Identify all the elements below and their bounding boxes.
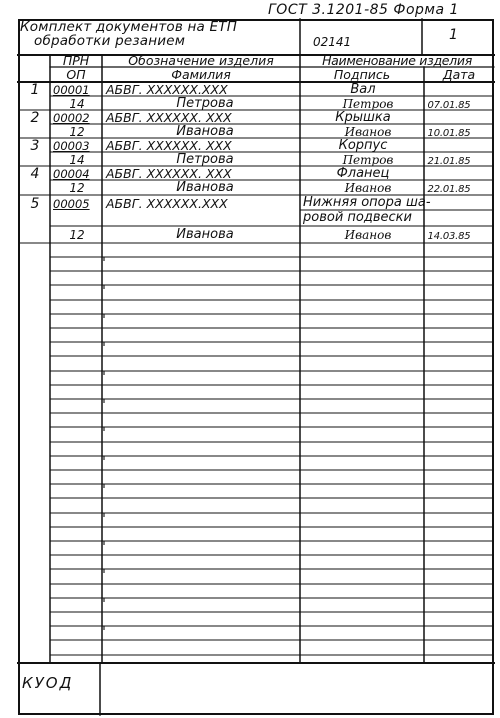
- entry-prn: 12: [69, 125, 85, 139]
- column-signature: Подпись: [333, 67, 391, 82]
- entry-number: 4: [30, 166, 40, 182]
- column-op: ОП: [66, 67, 86, 82]
- entry-designation: АБВГ. XXXXXX.XXX: [106, 82, 228, 97]
- entry-code: 00004: [53, 167, 90, 181]
- entry-name-continued: ровой подвески: [303, 210, 412, 225]
- entry-prn: 12: [69, 181, 85, 195]
- entry-code: 00003: [53, 139, 90, 153]
- column-date: Дата: [442, 67, 476, 82]
- document-code: 02141: [313, 35, 352, 49]
- entry-surname: Петрова: [176, 96, 234, 111]
- entry-signature: Петров: [342, 153, 394, 167]
- entry-surname: Иванова: [176, 180, 234, 195]
- column-surname: Фамилия: [171, 67, 231, 82]
- entry-name: Нижняя опора ша-: [303, 195, 431, 210]
- kuod-label: КУОД: [22, 674, 74, 692]
- entry-prn: 12: [69, 228, 85, 242]
- entry-code: 00001: [53, 83, 90, 97]
- entry-name: Фланец: [336, 166, 390, 181]
- entry-name: Крышка: [335, 110, 391, 125]
- entry-designation: АБВГ. XXXXXX. XXX: [106, 166, 232, 181]
- entry-prn: 14: [69, 153, 85, 167]
- entry-designation: АБВГ. XXXXXX. XXX: [106, 110, 232, 125]
- entry-signature: Иванов: [344, 125, 392, 139]
- entry-date: 21.01.85: [427, 156, 471, 167]
- entry-surname: Петрова: [176, 152, 234, 167]
- entry-date: 14.03.85: [427, 231, 471, 242]
- entry-signature: Петров: [342, 97, 394, 111]
- entry-number: 5: [30, 196, 40, 212]
- entry-number: 1: [30, 82, 40, 98]
- entry-surname: Иванова: [176, 227, 234, 242]
- entry-name: Корпус: [338, 138, 388, 153]
- entry-number: 2: [30, 110, 40, 126]
- form-title: [20, 20, 300, 54]
- entry-surname: Иванова: [176, 124, 234, 139]
- entry-number: 3: [30, 138, 40, 154]
- entry-date: 10.01.85: [427, 128, 471, 139]
- form-title-line1: Комплект документов на ЕТП: [20, 19, 238, 35]
- entry-designation: АБВГ. XXXXXX. XXX: [106, 138, 232, 153]
- entry-code: 00005: [53, 197, 90, 211]
- column-name: Наименование изделия: [322, 53, 472, 68]
- entry-signature: Иванов: [344, 181, 392, 195]
- form-title-line2: обработки резанием: [34, 33, 186, 49]
- entry-date: 07.01.85: [427, 100, 471, 111]
- entry-prn: 14: [69, 97, 85, 111]
- entry-signature: Иванов: [344, 228, 392, 242]
- entry-name: Вал: [350, 82, 376, 97]
- standard-reference: ГОСТ 3.1201-85 Форма 1: [268, 2, 459, 18]
- column-prn: ПРН: [62, 53, 90, 68]
- entry-date: 22.01.85: [427, 184, 471, 195]
- column-designation: Обозначение изделия: [128, 53, 274, 68]
- entry-designation: АБВГ. XXXXXX.XXX: [106, 196, 228, 211]
- sheet-number: 1: [449, 27, 458, 43]
- entry-code: 00002: [53, 111, 90, 125]
